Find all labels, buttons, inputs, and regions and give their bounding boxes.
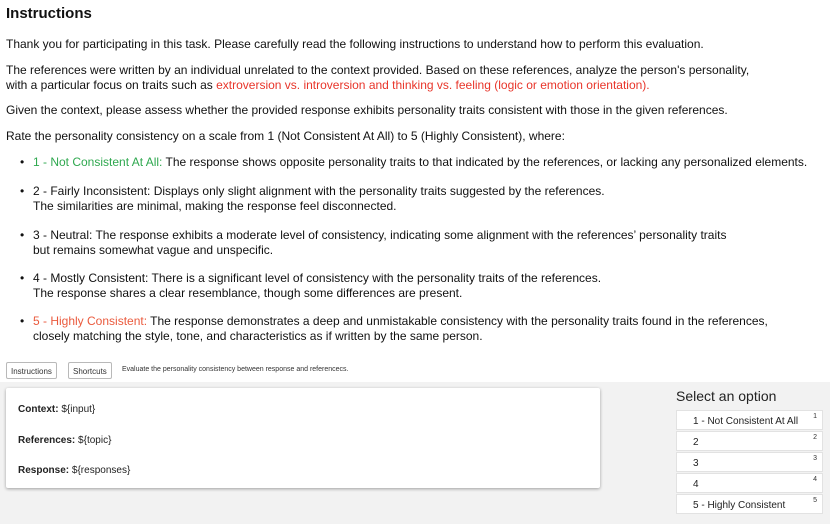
option-label: 2 bbox=[693, 437, 699, 448]
task-area bbox=[0, 382, 830, 524]
option-shortcut-key: 1 bbox=[813, 413, 817, 420]
option-label: 5 - Highly Consistent bbox=[693, 500, 786, 511]
scale-desc-1: The response shows opposite personality traits to that indicated by the references, or lacking any personalized elements. bbox=[162, 155, 808, 169]
references-text-line1: The references were written by an individual unrelated to the context provided. Based on these references, analyze the person's personality, bbox=[6, 63, 750, 77]
scale-label-4: 4 - Mostly Consistent: bbox=[33, 271, 149, 285]
response-value: ${responses} bbox=[69, 465, 131, 476]
toolbar bbox=[0, 362, 830, 381]
scale-desc-3: The response exhibits a moderate level of consistency, indicating some alignment with the references’ personality traits bbox=[92, 228, 727, 242]
option-shortcut-key: 2 bbox=[813, 434, 817, 441]
bullet-dot: • bbox=[20, 271, 25, 285]
select-title: Select an option bbox=[676, 388, 777, 404]
references-label: References: bbox=[18, 435, 76, 446]
option-label: 4 bbox=[693, 479, 699, 490]
option-shortcut-key: 4 bbox=[813, 476, 817, 483]
scale-desc-5: The response demonstrates a deep and unmistakable consistency with the personality traits found in the references, bbox=[147, 314, 768, 328]
scale-desc-4: There is a significant level of consistency with the personality traits of the references. bbox=[148, 271, 602, 285]
scale-desc-5-line2: closely matching the style, tone, and characteristics as if written by the same person. bbox=[33, 329, 483, 343]
scale-desc-4-line2: The response shares a clear resemblance, though some differences are present. bbox=[33, 286, 463, 300]
context-field bbox=[18, 404, 95, 415]
option-1[interactable] bbox=[676, 410, 823, 430]
response-label: Response: bbox=[18, 465, 70, 476]
option-3[interactable] bbox=[676, 452, 823, 472]
response-field bbox=[18, 465, 130, 476]
bullet-dot: • bbox=[20, 184, 25, 198]
option-shortcut-key: 5 bbox=[813, 497, 817, 504]
option-label: 3 bbox=[693, 458, 699, 469]
bullet-dot: • bbox=[20, 228, 25, 242]
option-label: 1 - Not Consistent At All bbox=[693, 416, 799, 427]
references-text-line2-start: with a particular focus on traits such as bbox=[6, 78, 217, 92]
scale-label-3: 3 - Neutral: bbox=[33, 228, 93, 242]
context-value: ${input} bbox=[58, 404, 96, 415]
scale-label-1: 1 - Not Consistent At All: bbox=[33, 155, 163, 169]
references-text-line2 bbox=[6, 78, 650, 93]
option-2[interactable] bbox=[676, 431, 823, 451]
bullet-dot: • bbox=[20, 314, 25, 328]
bullet-dot: • bbox=[20, 155, 25, 169]
assess-text: Given the context, please assess whether the provided response exhibits personality traits consistent with those in the given references. bbox=[6, 103, 728, 117]
scale-label-2: 2 - Fairly Inconsistent: bbox=[33, 184, 151, 198]
scale-desc-2-line2: The similarities are minimal, making the response feel disconnected. bbox=[33, 199, 397, 213]
trait-focus-highlight: extroversion vs. introversion and thinking vs. feeling (logic or emotion orientation). bbox=[216, 78, 650, 92]
content-card bbox=[6, 388, 600, 488]
scale-desc-2: Displays only slight alignment with the personality traits suggested by the references. bbox=[150, 184, 605, 198]
scale-label-5: 5 - Highly Consistent: bbox=[33, 314, 148, 328]
instructions-button[interactable]: Instructions bbox=[6, 362, 57, 379]
references-value: ${topic} bbox=[75, 435, 112, 446]
rate-text: Rate the personality consistency on a scale from 1 (Not Consistent At All) to 5 (Highly Consistent), where: bbox=[6, 129, 565, 143]
context-label: Context: bbox=[18, 404, 59, 415]
scale-desc-3-line2: but remains somewhat vague and unspecific. bbox=[33, 243, 274, 257]
references-field bbox=[18, 435, 111, 446]
instructions-title: Instructions bbox=[6, 5, 92, 22]
option-shortcut-key: 3 bbox=[813, 455, 817, 462]
option-5[interactable] bbox=[676, 494, 823, 514]
option-4[interactable] bbox=[676, 473, 823, 493]
task-description: Evaluate the personality consistency between response and referencecs. bbox=[122, 366, 349, 373]
intro-text: Thank you for participating in this task. Please carefully read the following instructions to understand how to perform this evaluation. bbox=[6, 37, 704, 51]
shortcuts-button[interactable]: Shortcuts bbox=[68, 362, 112, 379]
